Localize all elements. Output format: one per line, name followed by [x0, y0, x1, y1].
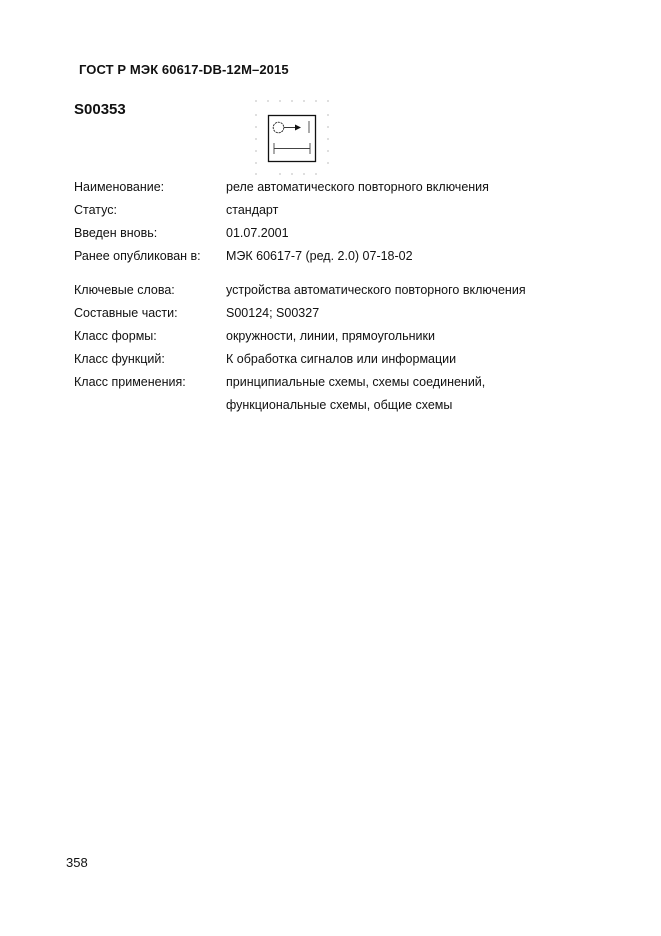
auto-reclosing-relay-symbol-icon	[248, 94, 340, 180]
property-label: Составные части:	[74, 306, 178, 320]
property-label: Наименование:	[74, 180, 165, 194]
property-value: S00124; S00327	[226, 306, 320, 320]
property-label: Введен вновь:	[74, 226, 158, 240]
property-label: Статус:	[74, 203, 117, 217]
property-value: К обработка сигналов или информации	[226, 352, 457, 366]
property-value: стандарт	[226, 203, 279, 217]
property-value: устройства автоматического повторного включения	[226, 283, 526, 297]
property-label: Ранее опубликован в:	[74, 249, 201, 263]
page-number: 358	[66, 855, 88, 870]
grid-dots	[255, 100, 329, 175]
property-value-continuation: функциональные схемы, общие схемы	[226, 398, 453, 412]
property-label: Класс функций:	[74, 352, 165, 366]
property-label: Класс применения:	[74, 375, 186, 389]
property-value: принципиальные схемы, схемы соединений,	[226, 375, 486, 389]
property-value: реле автоматического повторного включения	[226, 180, 489, 194]
property-label: Ключевые слова:	[74, 283, 175, 297]
symbol-code: S00353	[74, 101, 126, 118]
property-value: 01.07.2001	[226, 226, 289, 240]
property-label: Класс формы:	[74, 329, 157, 343]
property-value: МЭК 60617-7 (ред. 2.0) 07-18-02	[226, 249, 413, 263]
standard-header: ГОСТ Р МЭК 60617-DB-12M–2015	[79, 62, 289, 77]
property-value: окружности, линии, прямоугольники	[226, 329, 435, 343]
